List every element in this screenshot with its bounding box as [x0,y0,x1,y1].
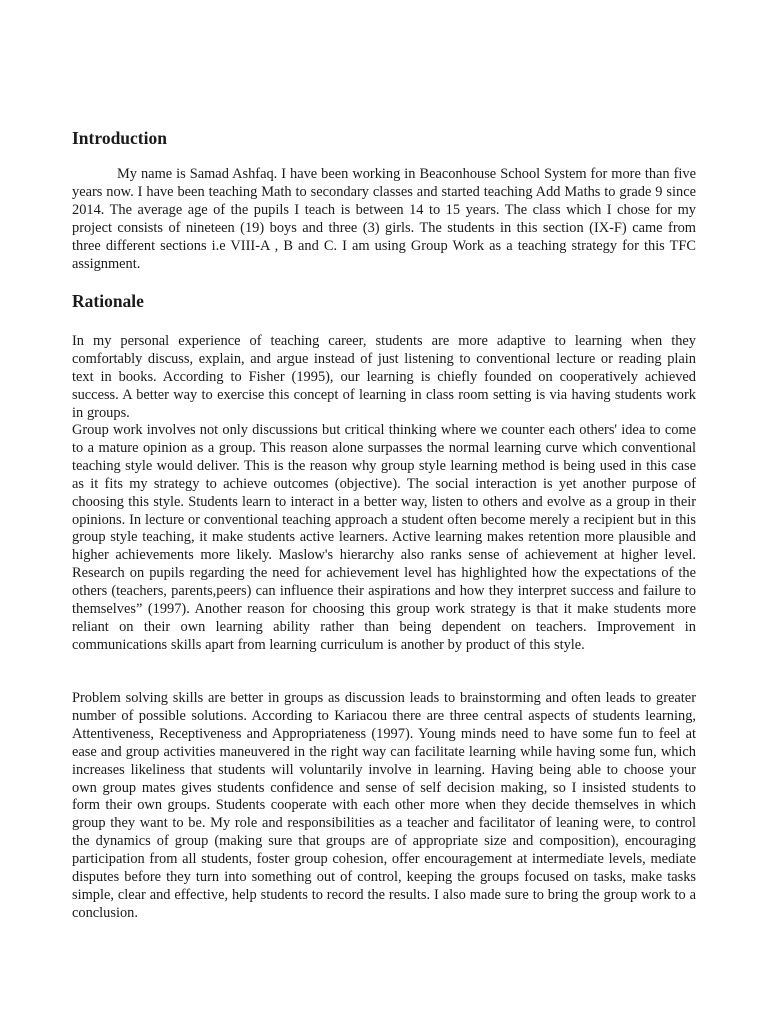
rationale-paragraph-1: In my personal experience of teaching career, students are more adaptive to learning when they comfortably discuss, explain, and argue instead of just listening to conventional lecture or reading plain text in books. According to Fisher (1995), our learning is chiefly founded on cooperatively achieved success. A better way to exercise this concept of learning in class room setting is via having students work in groups. [72,333,696,421]
rationale-heading: Rationale [72,291,144,311]
rationale-paragraph-3: Problem solving skills are better in groups as discussion leads to brainstorming and often leads to greater number of possible solutions. According to Kariacou there are three central aspects of students learning, Attentiveness, Receptiveness and Appropriateness (1997). Young minds need to have some fun to feel at ease and group activities maneuvered in the right way can facilitate learning while having some fun, which increases likeliness that students will voluntarily involve in learning. Having being able to choose your own group mates gives students confidence and sense of self decision making, so I insisted students to form their own groups. Students cooperate with each other more when they decide themselves in which group they want to be. My role and responsibilities as a teacher and facilitator of leaning were, to control the dynamics of group (making sure that groups are of appropriate size and composition), encouraging participation from all students, foster group cohesion, offer encouragement at intermediate levels, mediate disputes before they turn into something out of control, keeping the groups focused on tasks, make tasks simple, clear and effective, help students to record the results. I also made sure to bring the group work to a conclusion. [72,690,696,921]
rationale-paragraph-2: Group work involves not only discussions but critical thinking where we counter each others' idea to come to a mature opinion as a group. This reason alone surpasses the normal learning curve which conventional teaching style would deliver. This is the reason why group style learning method is being used in this case as it fits my strategy to achieve outcomes (objective). The social interaction is yet another purpose of choosing this style. Students learn to interact in a better way, listen to others and evolve as a group in their opinions. In lecture or conventional teaching approach a student often become merely a recipient but in this group style teaching, it make students active learners. Active learning makes retention more plausible and higher achievements more likely. Maslow's hierarchy also ranks sense of achievement at higher level. Research on pupils regarding the need for achievement level has highlighted how the expectations of the others (teachers, parents,peers) can influence their aspirations and how they interpret success and failure to themselves” (1997). Another reason for choosing this group work strategy is that it make students more reliant on their own learning ability rather than being dependent on teachers. Improvement in communications skills apart from learning curriculum is another by product of this style. [72,422,696,653]
introduction-paragraph: My name is Samad Ashfaq. I have been working in Beaconhouse School System for more than five years now. I have been teaching Math to secondary classes and started teaching Add Maths to grade 9 since 2014. The average age of the pupils I teach is between 14 to 15 years. The class which I chose for my project consists of nineteen (19) boys and three (3) girls. The students in this section (IX-F) came from three different sections i.e VIII-A , B and C. I am using Group Work as a teaching strategy for this TFC assignment. [72,166,696,272]
introduction-heading: Introduction [72,128,167,148]
